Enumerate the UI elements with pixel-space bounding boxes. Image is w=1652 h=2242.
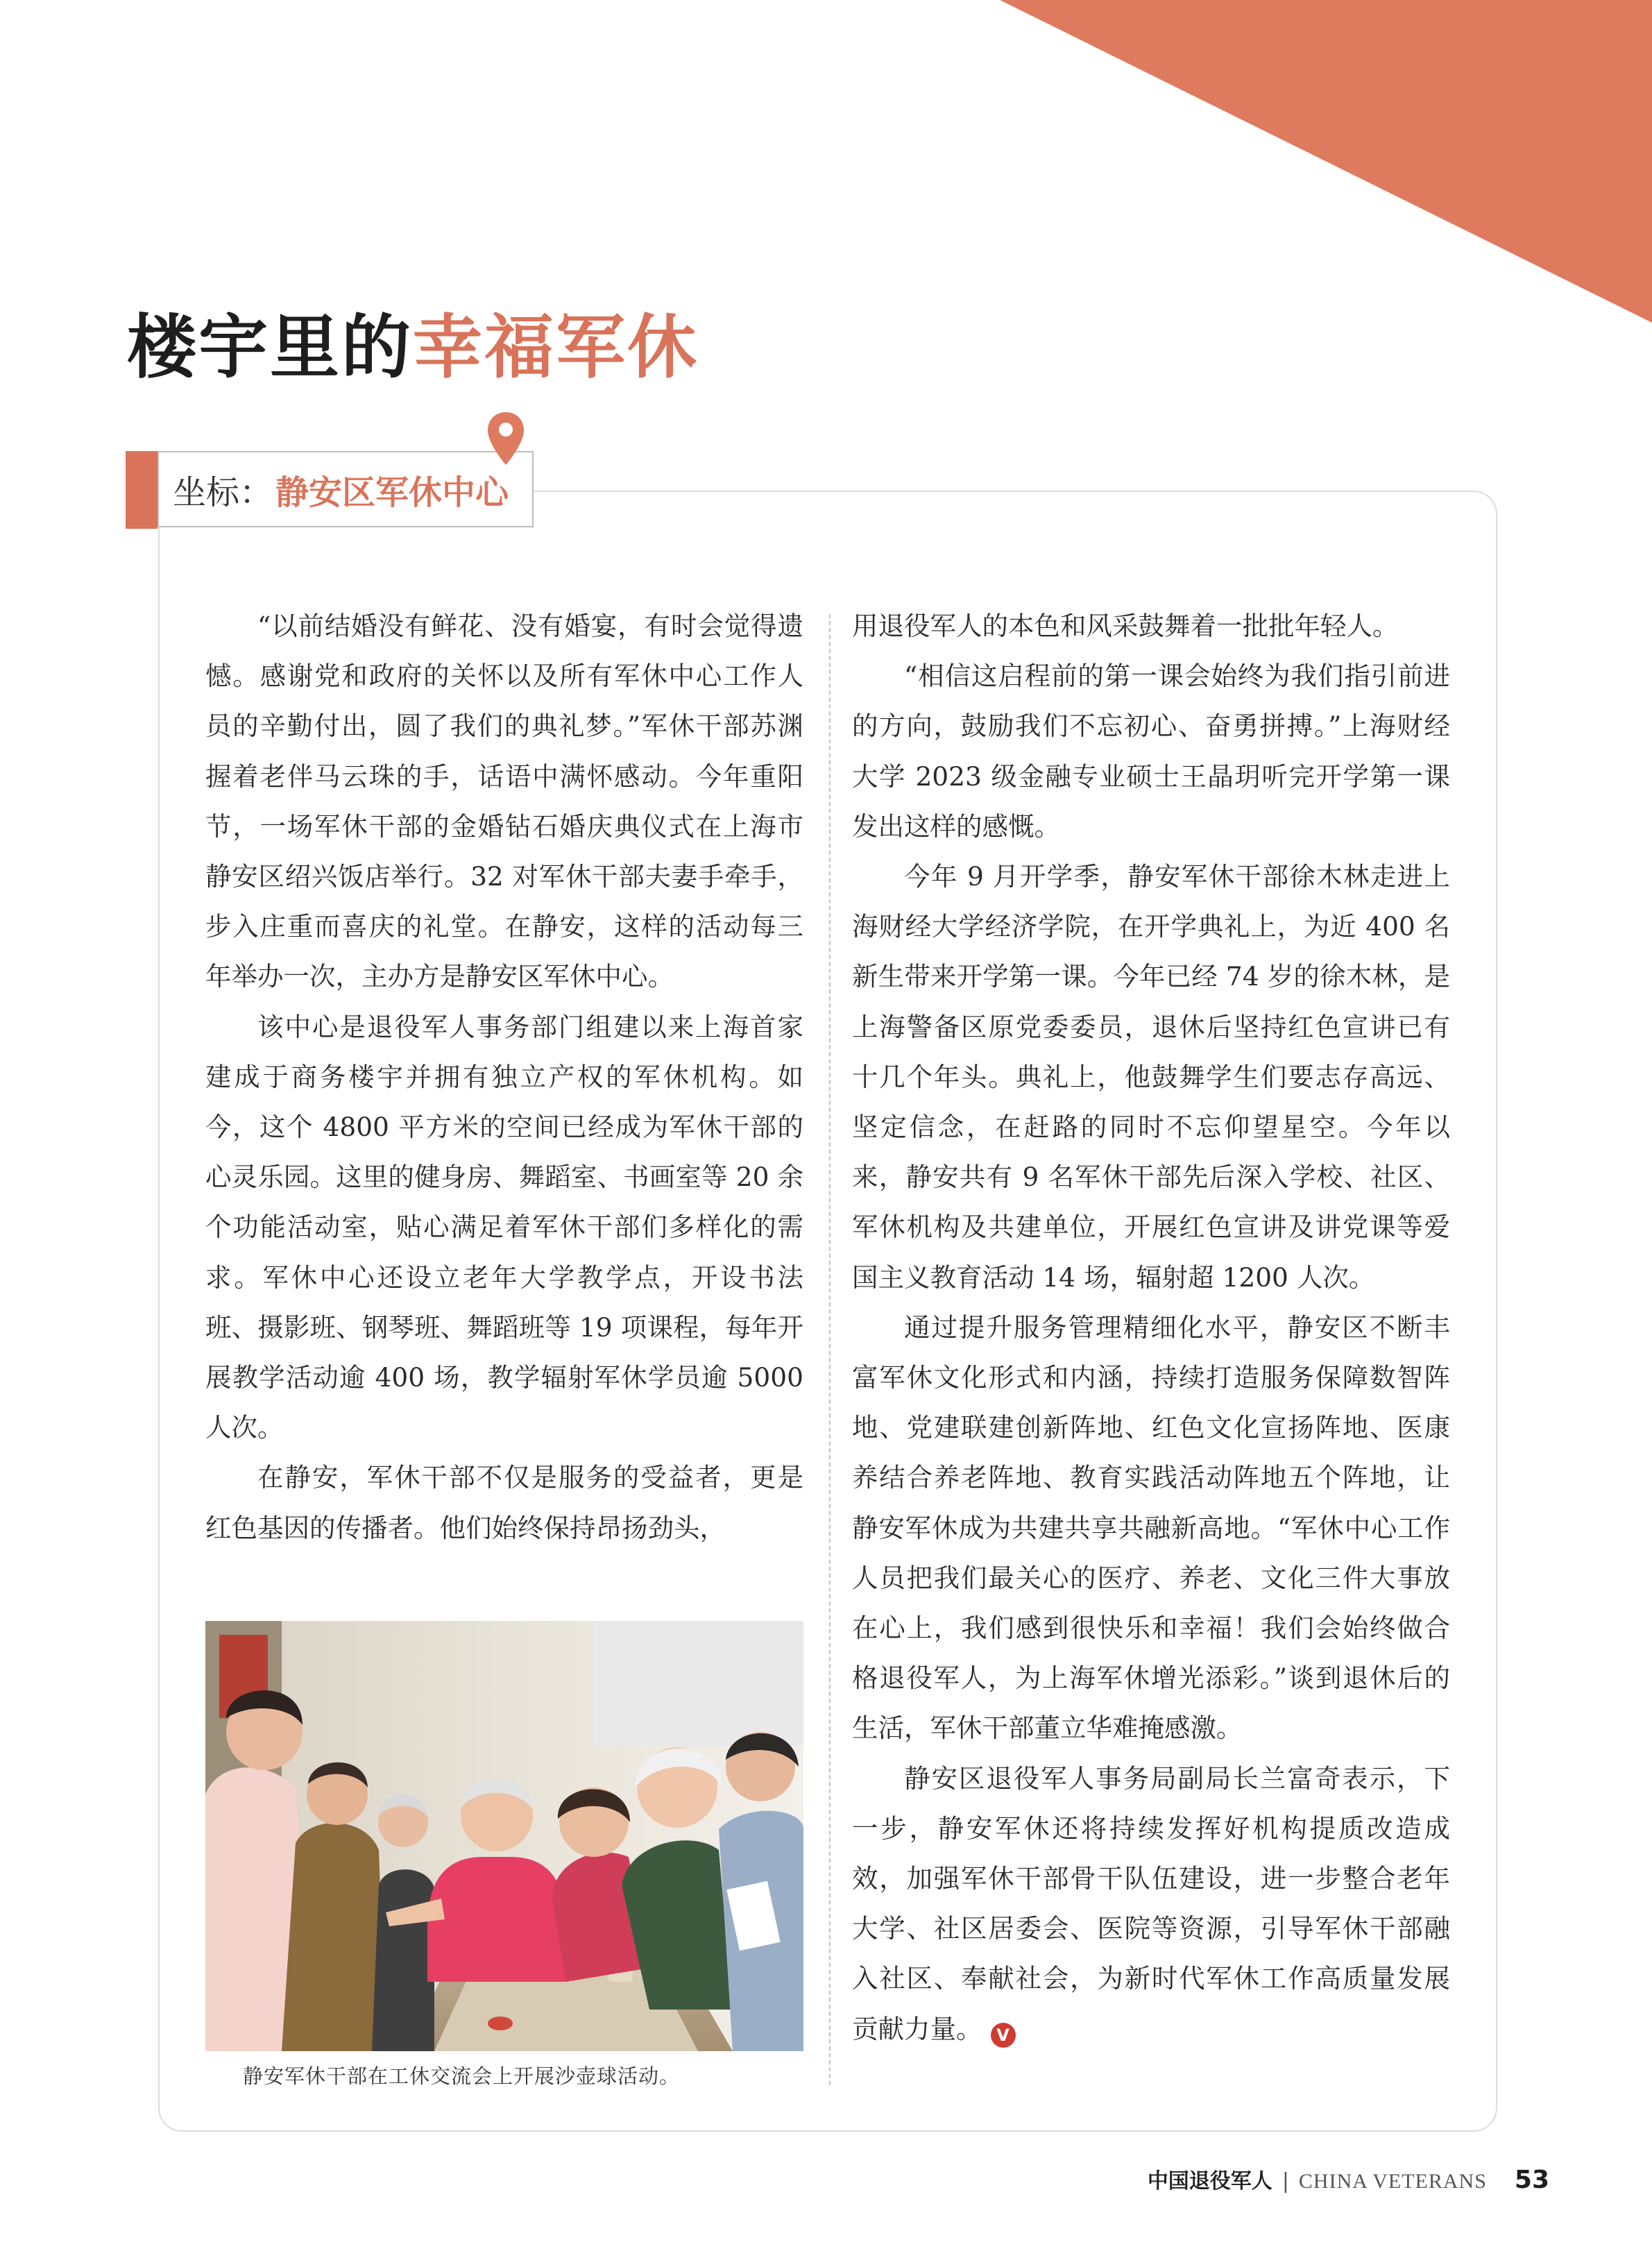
paragraph-7	[852, 1753, 1450, 2054]
magazine-name-en: CHINA VETERANS	[1298, 2170, 1487, 2193]
title-plain: 楼宇里的	[127, 306, 413, 388]
coordinate-tag	[157, 451, 534, 527]
paragraph-6: 通过提升服务管理精细化水平，静安区不断丰富军休文化形式和内涵，持续打造服务保障数智阵地、党建联建创新阵地、红色文化宣扬阵地、医康养结合养老阵地、教育实践活动阵地五个阵地，让静安军休成为共建共享共融新高地。“军休中心工作人员把我们最关心的医疗、养老、文化三件大事放在心上，我们感到很快乐和幸福！我们会始终做合格退役军人，为上海军休增光添彩。”谈到退休后的生活，军休干部董立华难掩感激。	[852, 1311, 1450, 1744]
left-column	[205, 601, 803, 1553]
paragraph-4: “相信这启程前的第一课会始终为我们指引前进的方向，鼓励我们不忘初心、奋勇拼搏。”上海财经大学 2023 级金融专业硕士王晶玥听完开学第一课发出这样的感慨。	[852, 661, 1450, 842]
page-number: 53	[1514, 2166, 1549, 2194]
article-title	[127, 298, 699, 396]
magazine-name-cn: 中国退役军人	[1147, 2169, 1272, 2193]
location-pin-icon	[486, 411, 526, 466]
paragraph-3-continued: 用退役军人的本色和风采鼓舞着一批批年轻人。	[852, 611, 1399, 641]
footer-separator: |	[1281, 2169, 1289, 2193]
coordinate-accent-block	[126, 451, 157, 529]
title-accent: 幸福军休	[413, 306, 699, 388]
page-footer	[1148, 2164, 1549, 2197]
coordinate-label: 坐标：	[173, 473, 273, 512]
photo-caption: 静安军休干部在工休交流会上开展沙壶球活动。	[243, 2064, 681, 2088]
column-divider	[829, 614, 831, 2085]
paragraph-2: 该中心是退役军人事务部门组建以来上海首家建成于商务楼宇并拥有独立产权的军休机构。如今，这个 4800 平方米的空间已经成为军休干部的心灵乐园。这里的健身房、舞蹈室、书画室等 20 余个功能活动室，贴心满足着军休干部们多样化的需求。军休中心还设立老年大学教学点，开设书法班、摄影班、钢琴班、舞蹈班等 19 项课程，每年开展教学活动逾 400 场，教学辐射军休学员逾 5000 人次。	[205, 1011, 803, 1443]
paragraph-3: 在静安，军休干部不仅是服务的受益者，更是红色基因的传播者。他们始终保持昂扬劲头，	[205, 1462, 803, 1543]
article-photo	[205, 1621, 803, 2051]
paragraph-1: “以前结婚没有鲜花、没有婚宴，有时会觉得遗憾。感谢党和政府的关怀以及所有军休中心工作人员的辛勤付出，圆了我们的典礼梦。”军休干部苏渊握着老伴马云珠的手，话语中满怀感动。今年重阳节，一场军休干部的金婚钻石婚庆典仪式在上海市静安区绍兴饭店举行。32 对军休干部夫妻手牵手，步入庄重而喜庆的礼堂。在静安，这样的活动每三年举办一次，主办方是静安区军休中心。	[205, 611, 803, 992]
end-mark-icon: V	[991, 2023, 1016, 2048]
paragraph-7-text: 静安区退役军人事务局副局长兰富奇表示，下一步，静安军休还将持续发挥好机构提质改造成效，加强军休干部骨干队伍建设，进一步整合老年大学、社区居委会、医院等资源，引导军休干部融入社区、奉献社会，为新时代军休工作高质量发展贡献力量。	[852, 1763, 1450, 2044]
coordinate-value: 静安区军休中心	[275, 473, 509, 512]
paragraph-5: 今年 9 月开学季，静安军休干部徐木林走进上海财经大学经济学院，在开学典礼上，为近 400 名新生带来开学第一课。今年已经 74 岁的徐木林，是上海警备区原党委委员，退休后坚持红色宣讲已有十几个年头。典礼上，他鼓舞学生们要志存高远、坚定信念，在赶路的同时不忘仰望星空。今年以来，静安共有 9 名军休干部先后深入学校、社区、军休机构及共建单位，开展红色宣讲及讲党课等爱国主义教育活动 14 场，辐射超 1200 人次。	[852, 861, 1450, 1293]
corner-decoration	[1000, 0, 1652, 323]
right-column	[852, 601, 1450, 2054]
